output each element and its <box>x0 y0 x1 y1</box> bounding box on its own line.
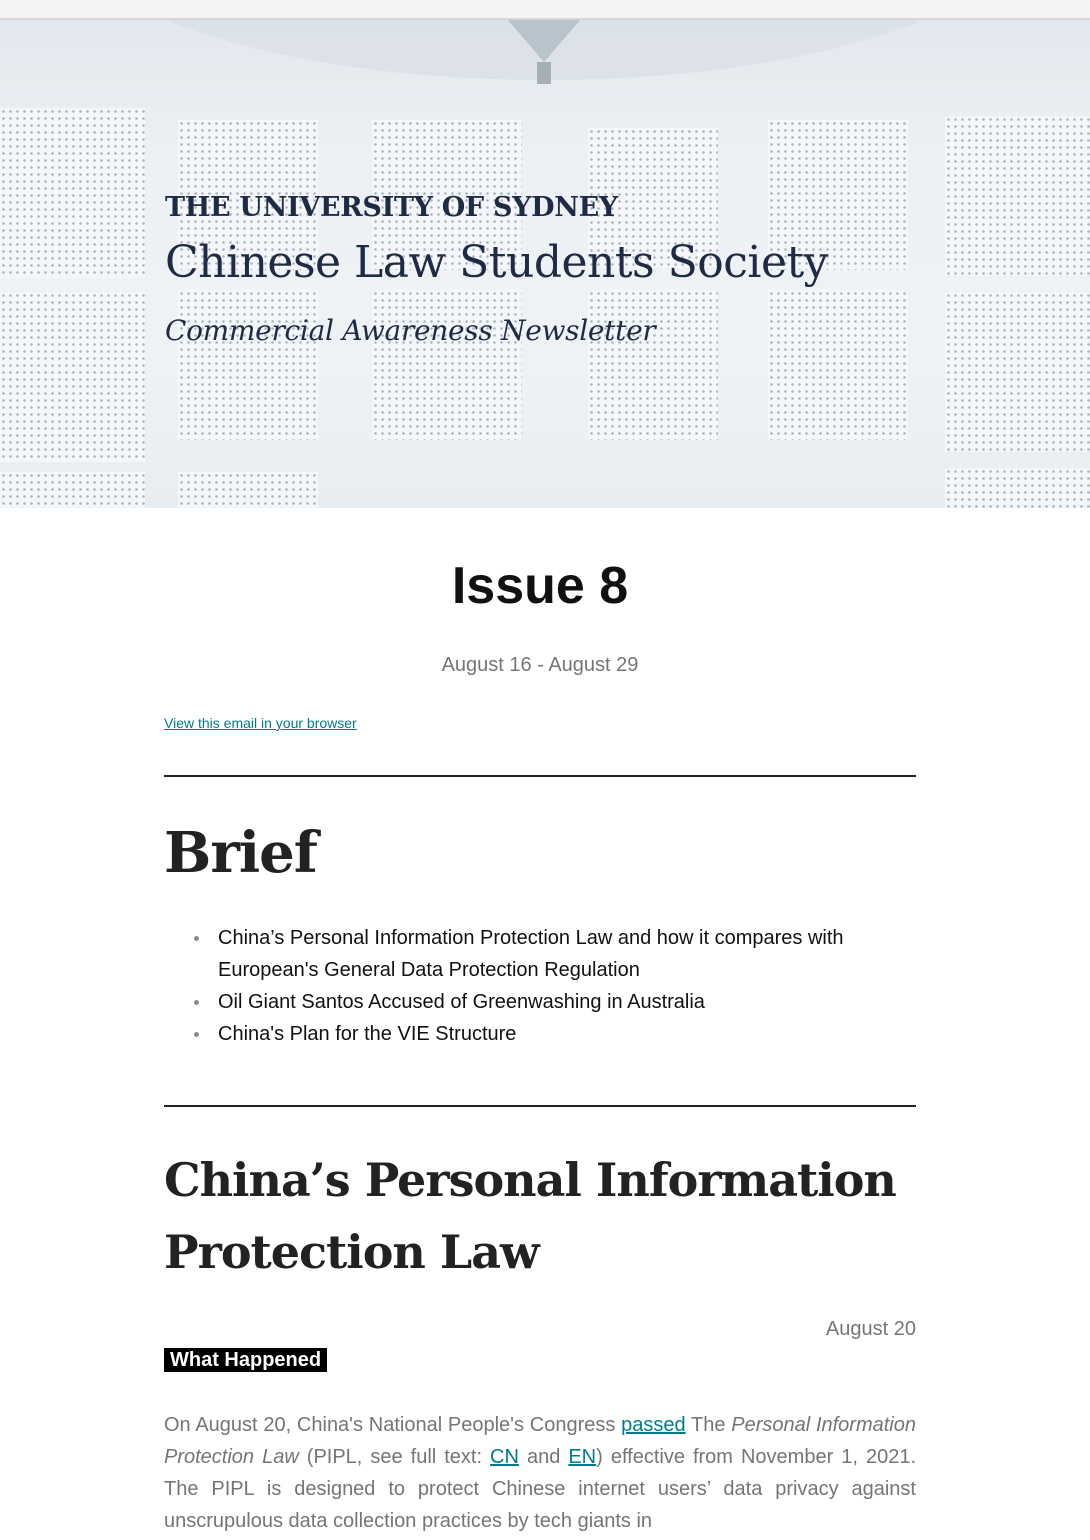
divider <box>164 775 916 777</box>
brief-item: China’s Personal Information Protection Law and how it compares with European's General Data Protection Regulation <box>218 922 908 986</box>
acoustic-panel <box>945 116 1090 276</box>
top-bar <box>0 0 1090 20</box>
article-date: August 20 <box>825 1318 916 1340</box>
article-heading-line: Protection Law <box>164 1225 539 1279</box>
article-heading-line: China’s Personal Information <box>164 1153 896 1207</box>
brief-item: Oil Giant Santos Accused of Greenwashing in Australia <box>218 986 908 1018</box>
divider <box>164 1105 916 1107</box>
acoustic-panel <box>178 472 318 508</box>
brief-item: China's Plan for the VIE Structure <box>218 1018 908 1050</box>
university-name: THE UNIVERSITY OF SYDNEY <box>165 192 618 223</box>
body-text: and <box>518 1446 569 1468</box>
what-happened-tag: What Happened <box>164 1348 327 1372</box>
body-text: ) effective from November 1, 2021. The PIPL is designed to protect Chinese internet users’ data privacy against unscrupulous data collection practices by tech giants in <box>164 1446 916 1532</box>
law-name: Personal Information Protection Law <box>164 1414 916 1468</box>
issue-title: Issue 8 <box>451 557 629 615</box>
body-text: (PIPL, see full text: <box>298 1446 491 1468</box>
acoustic-panel <box>945 468 1090 508</box>
body-text: On August 20, China's National People's Congress <box>164 1414 622 1436</box>
en-text-link[interactable]: EN <box>568 1446 597 1468</box>
acoustic-panel <box>0 108 145 278</box>
acoustic-panel <box>945 292 1090 452</box>
body-text: The <box>685 1414 732 1436</box>
ceiling-light-stem <box>537 62 551 84</box>
passed-link[interactable]: passed <box>621 1414 686 1436</box>
view-in-browser-link[interactable]: View this email in your browser <box>164 715 357 731</box>
brief-list <box>218 922 908 1050</box>
article-body <box>164 1409 916 1537</box>
acoustic-panel <box>0 472 145 508</box>
header-titles <box>165 192 828 347</box>
article-heading <box>164 1144 904 1288</box>
acoustic-panel <box>0 292 145 462</box>
issue-dates: August 16 - August 29 <box>441 654 639 676</box>
cn-text-link[interactable]: CN <box>490 1446 519 1468</box>
ceiling-light-fixture <box>508 20 580 62</box>
society-name: Chinese Law Students Society <box>165 237 829 288</box>
brief-heading: Brief <box>164 820 317 886</box>
header-banner <box>0 20 1090 508</box>
newsletter-name: Commercial Awareness Newsletter <box>165 314 656 347</box>
